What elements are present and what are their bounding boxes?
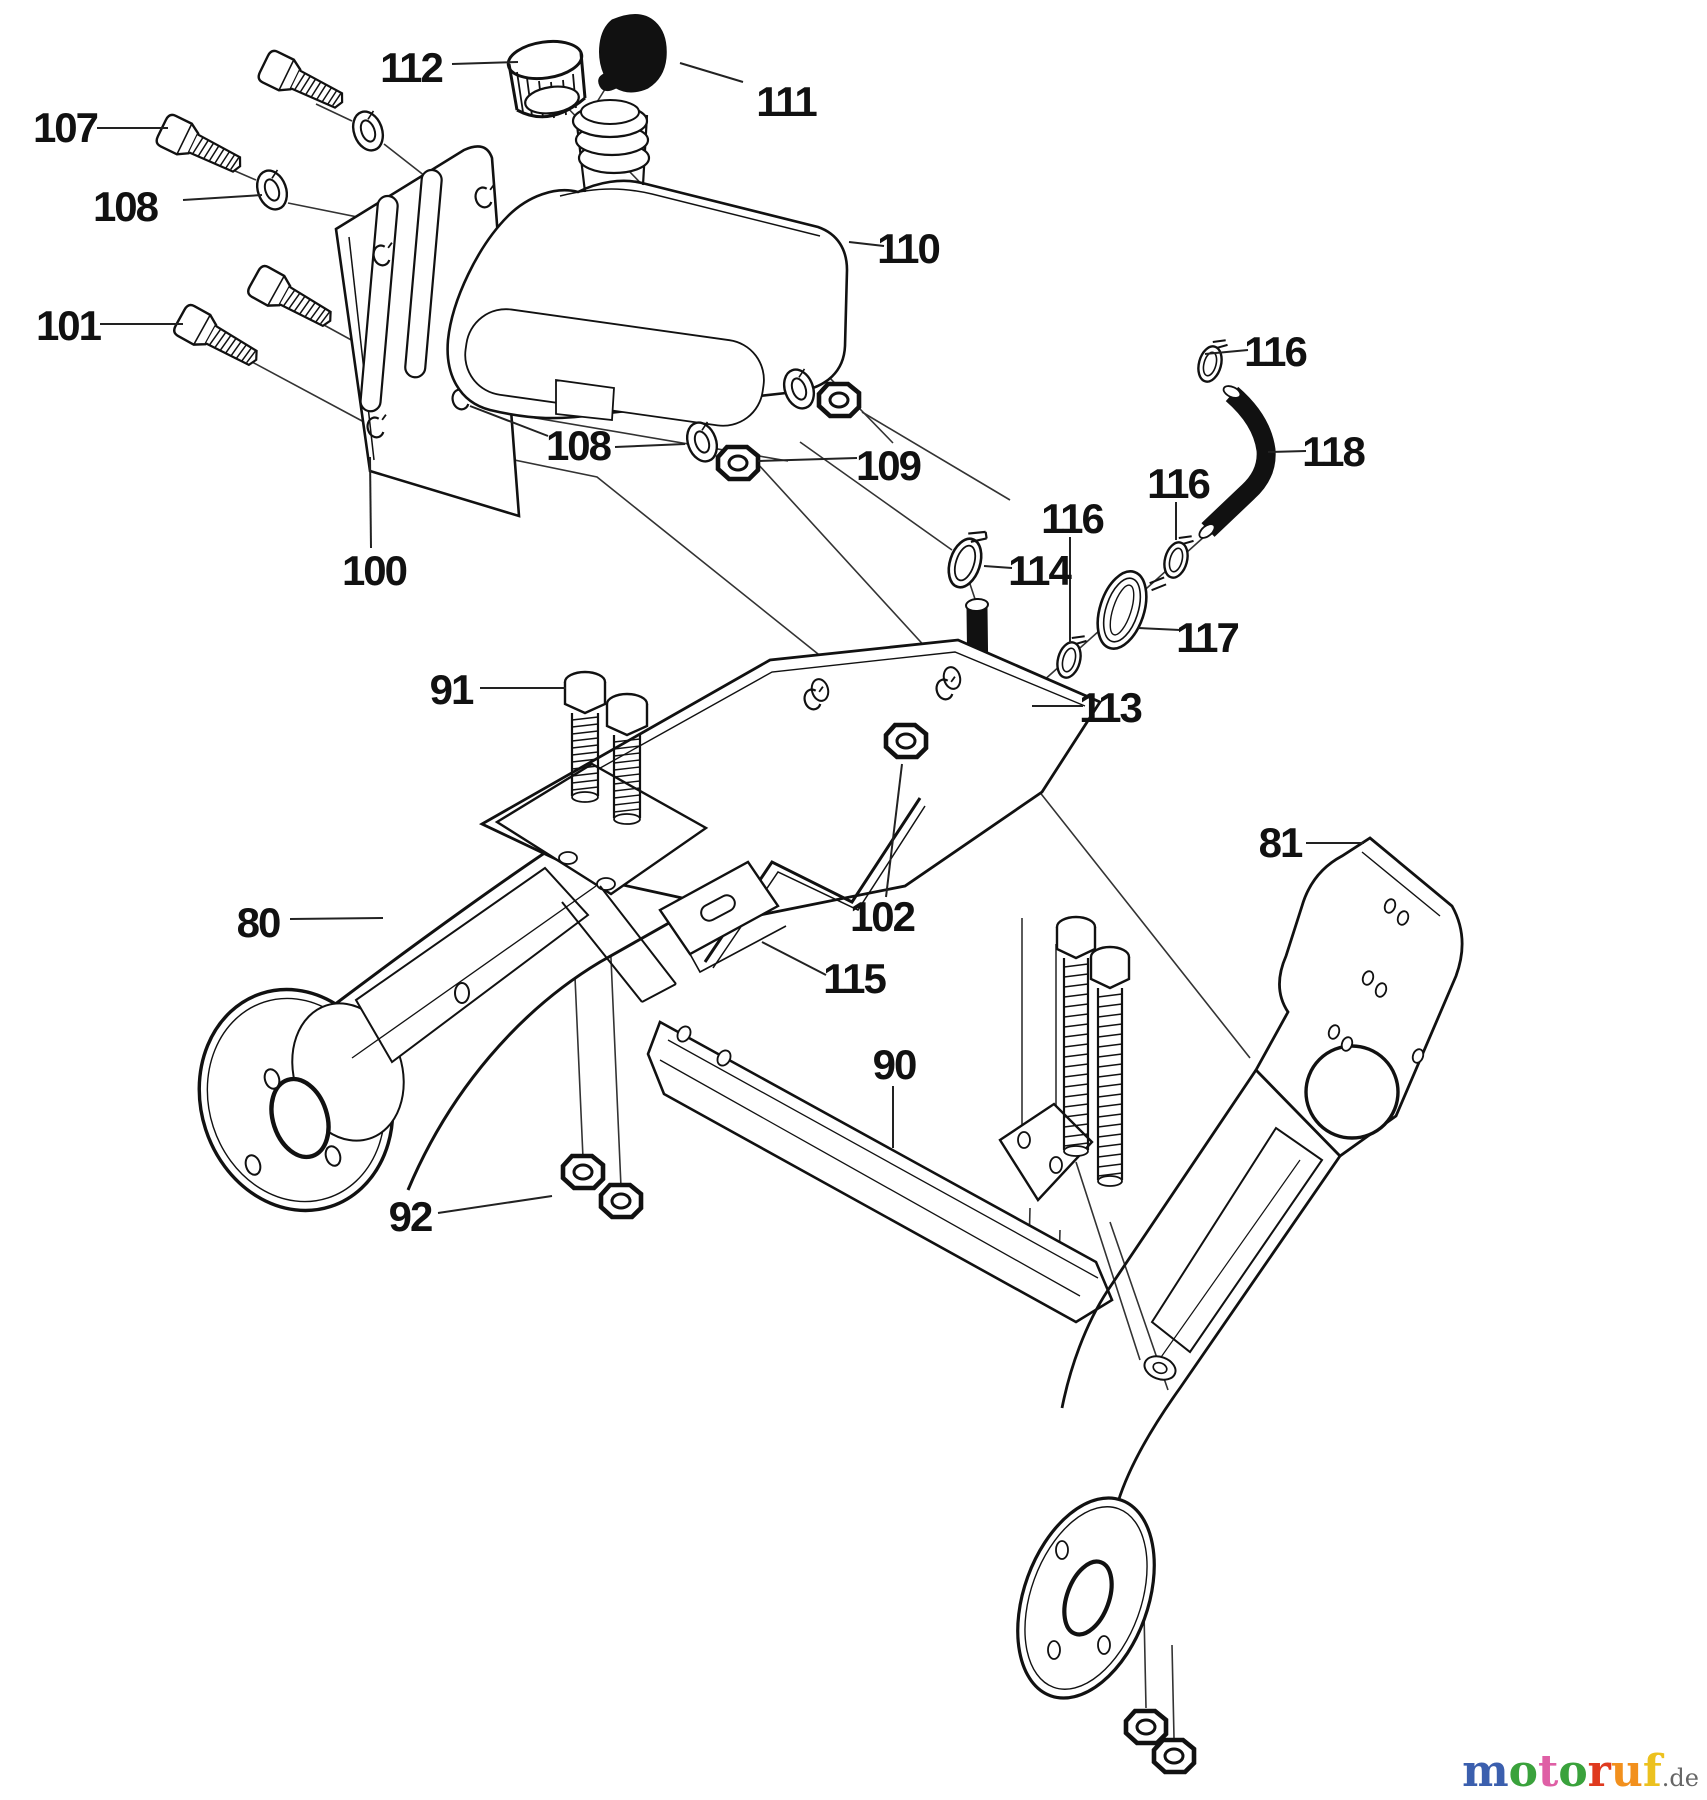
- fuel-filter-117: [1089, 561, 1168, 658]
- label-92: 92: [388, 1193, 432, 1240]
- clamp-116-b: [1161, 531, 1195, 580]
- label-115: 115: [823, 955, 885, 1002]
- fuel-cap-112: [506, 37, 585, 118]
- logo-letter-0: m: [1462, 1746, 1509, 1797]
- label-90: 90: [872, 1041, 916, 1088]
- label-102: 102: [849, 893, 915, 940]
- logo-suffix: .de: [1661, 1764, 1699, 1792]
- label-111: 111: [756, 78, 816, 125]
- label-116-a: 116: [1244, 328, 1306, 375]
- label-101: 101: [35, 302, 101, 349]
- motoruf-logo: [1462, 1746, 1699, 1797]
- label-116-b: 116: [1147, 460, 1209, 507]
- tank-filler-neck: [573, 100, 649, 192]
- nut-102: [886, 725, 926, 757]
- label-117: 117: [1176, 614, 1238, 661]
- logo-letter-6: f: [1642, 1746, 1662, 1797]
- label-113: 113: [1079, 684, 1141, 731]
- logo-letter-1: o: [1508, 1746, 1538, 1797]
- label-116-c: 116: [1041, 495, 1103, 542]
- label-108-a: 108: [92, 183, 158, 230]
- logo-letter-2: t: [1537, 1746, 1559, 1797]
- bolt-107: [154, 113, 247, 182]
- nut-92: [563, 1156, 603, 1188]
- tank-vent-cap-111: [599, 14, 667, 92]
- clamp-116-a: [1195, 335, 1229, 384]
- label-109: 109: [855, 442, 921, 489]
- label-81: 81: [1258, 819, 1302, 866]
- label-107: 107: [32, 104, 98, 151]
- label-114: 114: [1008, 547, 1070, 594]
- logo-letter-3: o: [1558, 1746, 1588, 1797]
- label-100: 100: [341, 547, 407, 594]
- bolt-101: [172, 303, 265, 375]
- frame-bracket-80: [171, 640, 1112, 1322]
- label-80: 80: [236, 899, 280, 946]
- label-108-b: 108: [545, 422, 611, 469]
- logo-letter-4: r: [1587, 1746, 1611, 1797]
- label-91: 91: [429, 666, 473, 713]
- logo-letter-5: u: [1610, 1746, 1643, 1797]
- nut-109: [718, 447, 758, 479]
- label-118: 118: [1302, 428, 1364, 475]
- washer-108: [252, 166, 292, 213]
- label-112: 112: [380, 44, 442, 91]
- clamp-114: [943, 524, 990, 591]
- label-110: 110: [877, 225, 939, 272]
